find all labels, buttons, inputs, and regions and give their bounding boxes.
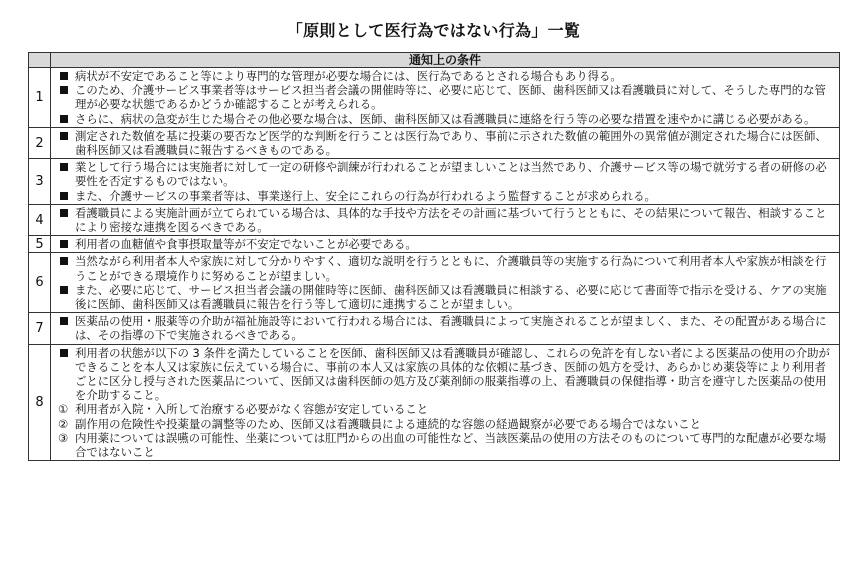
bullet-item: 利用者の状態が以下の 3 条件を満たしていることを医師、歯科医師又は看護職員が確認し、これらの免許を有しない者による医薬品の使用の介助ができることを本人又は家族に伝えている場合に、事前の本人又は家族の具体的な依頼に基づき、医師の処方を受け、あらかじめ薬袋等により利用者ごとに区分し授与された医薬品について、医師又は歯科医師の処方及び薬剤師の服薬指導の上、看護職員の保健指導・助言を遵守した医薬品の使用を介助すること。 [58,346,833,403]
table-row [29,253,840,313]
row-number: 3 [29,159,51,205]
page-title: 「原則として医行為ではない行為」一覧 [286,21,581,40]
row-conditions [51,313,840,344]
bullet-item: 利用者の血糖値や食事摂取量等が不安定でないことが必要である。 [58,237,833,251]
table-row [29,68,840,128]
condition-text: 内用薬については誤嚥の可能性、坐薬については肛門からの出血の可能性など、当該医薬品の使用の方法そのものについて専門的な配慮が必要な場合ではないこと [75,430,827,460]
bullet-item: また、介護サービスの事業者等は、事業遂行上、安全にこれらの行為が行われるよう監督することが求められる。 [58,189,833,203]
bullet-item: 測定された数値を基に投薬の要否など医学的な判断を行うことは医行為であり、事前に示された数値の範囲外の異常値が測定された場合には医師、歯科医師又は看護職員に報告するべきものである。 [58,129,833,157]
row-number: 2 [29,127,51,158]
numbered-condition [58,417,833,431]
table-row [29,127,840,158]
numbered-condition [58,402,833,416]
condition-marker: ① [58,402,69,417]
row-number: 8 [29,344,51,461]
condition-marker: ② [58,416,69,431]
row-conditions [51,127,840,158]
bullet-item: 業として行う場合には実施者に対して一定の研修や訓練が行われることが望ましいことは当然であり、介護サービス等の場で就労する者の研修の必要性を否定するものではない。 [58,160,833,188]
bullet-item: また、必要に応じて、サービス担当者会議の開催時等に医師、歯科医師又は看護職員に相談する、必要に応じて書面等で指示を受ける、ケアの実施後に医師、歯科医師又は看護職員に報告を行う等して適切に連携することが望ましい。 [58,283,833,311]
bullet-item: さらに、病状の急変が生じた場合その他必要な場合は、医師、歯科医師又は看護職員に連絡を行う等の必要な措置を速やかに講じる必要がある。 [58,112,833,126]
bullet-item: このため、介護サービス事業者等はサービス担当者会議の開催時等に、必要に応じて、医師、歯科医師又は看護職員に対して、そうした専門的な管理が必要な状態であるかどうか確認することが考えられる。 [58,83,833,111]
row-number: 1 [29,68,51,128]
row-number: 6 [29,253,51,313]
row-conditions [51,236,840,253]
condition-text: 副作用の危険性や投薬量の調整等のため、医師又は看護職員による連続的な容態の経過観察が必要である場合ではないこと [75,416,702,431]
row-number: 5 [29,236,51,253]
bullet-item: 病状が不安定であること等により専門的な管理が必要な場合には、医行為であるとされる場合もあり得る。 [58,69,833,83]
bullet-item: 当然ながら利用者本人や家族に対して分かりやすく、適切な説明を行うとともに、介護職員等の実施する行為について利用者本人や家族が相談を行うことができる環境作りに努めることが望ましい。 [58,254,833,282]
table-header-row [29,53,840,68]
table-row [29,344,840,461]
table-row [29,236,840,253]
header-conditions: 通知上の条件 [51,53,840,68]
table-row [29,313,840,344]
condition-text: 利用者が入院・入所して治療する必要がなく容態が安定していること [75,402,429,417]
numbered-condition [58,431,833,459]
row-number: 7 [29,313,51,344]
row-conditions [51,344,840,461]
bullet-item: 看護職員による実施計画が立てられている場合は、具体的な手技や方法をその計画に基づいて行うとともに、その結果について報告、相談することにより密接な連携を図るべきである。 [58,206,833,234]
row-conditions [51,68,840,128]
row-conditions [51,204,840,235]
row-conditions [51,253,840,313]
condition-marker: ③ [58,430,69,445]
bullet-item: 医薬品の使用・服薬等の介助が福祉施設等において行われる場合には、看護職員によって実施されることが望ましく、また、その配置がある場合には、その指導の下で実施されるべきである。 [58,314,833,342]
table-row [29,204,840,235]
conditions-table [28,52,840,461]
table-row [29,159,840,205]
row-number: 4 [29,204,51,235]
row-conditions [51,159,840,205]
header-number-cell [29,53,51,68]
